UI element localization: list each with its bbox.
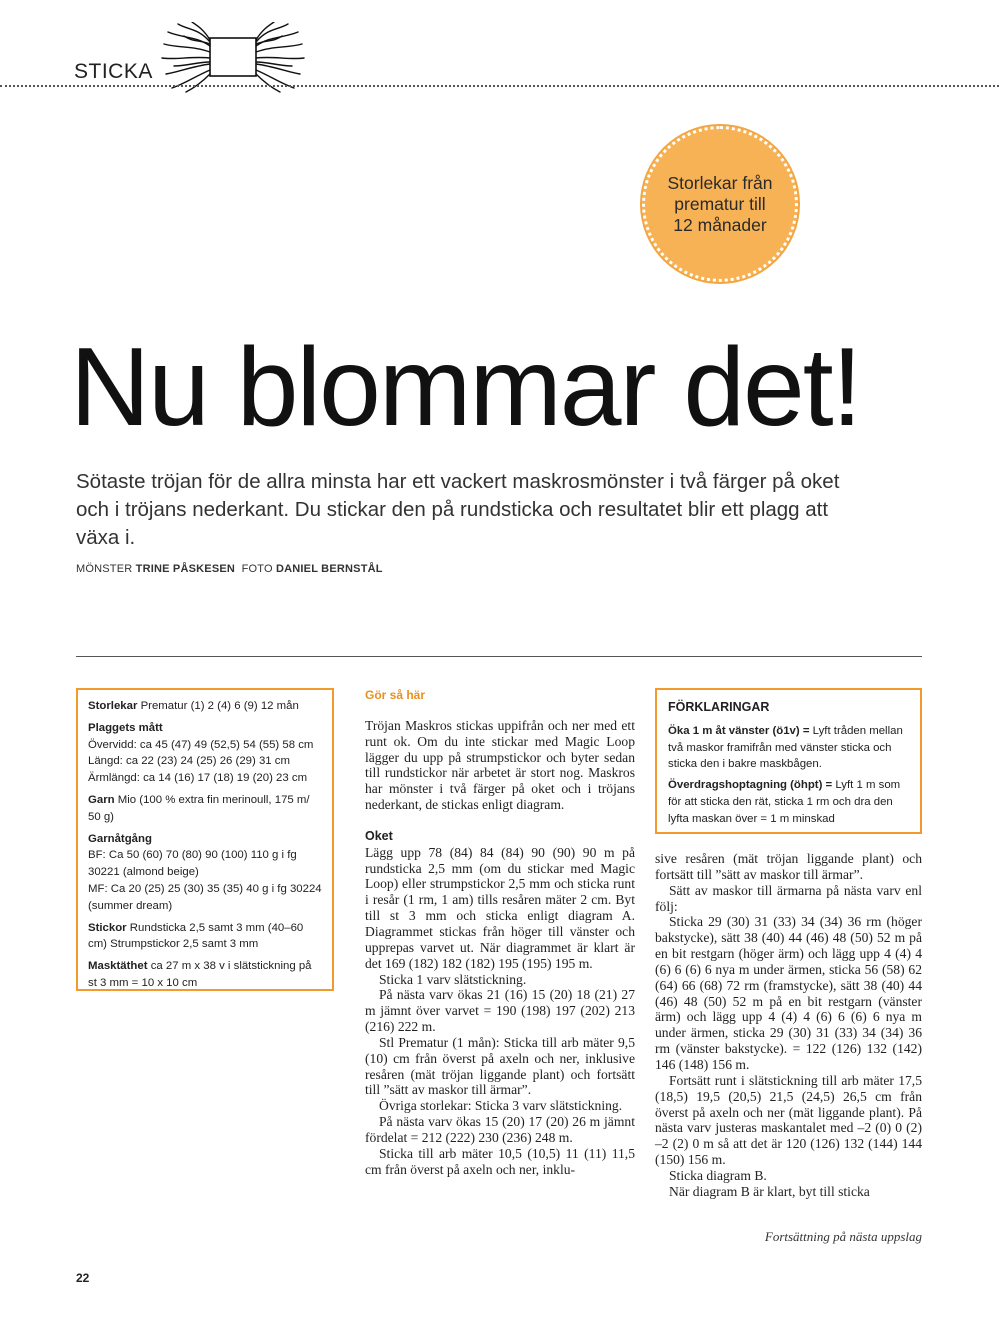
info-needles-label: Stickor	[88, 921, 127, 934]
page-number: 22	[76, 1271, 90, 1285]
right-paragraph: Fortsätt runt i slätstickning till arb mäter 17,5 (18,5) 19,5 (20,5) 21,5 (24,5) 26,5 cm från överst på axeln och ner (mät liggande plant). På nästa varv justeras maskantalet med –2 (0) 0 (2) –2 (2) 0 m så att det är 120 (126) 132 (144) 144 (150) 156 m.	[655, 1072, 922, 1168]
info-sizes	[88, 698, 322, 715]
instructions-column	[365, 688, 635, 1177]
sizes-badge	[642, 126, 798, 282]
credit-pattern-name: TRINE PÅSKESEN	[135, 563, 236, 575]
info-measures	[88, 720, 322, 787]
right-paragraph: När diagram B är klart, byt till sticka	[669, 1183, 870, 1199]
explanations-box	[655, 688, 922, 834]
explanations-title: FÖRKLARINGAR	[668, 700, 770, 714]
continued-note: Fortsättning på nästa uppslag	[764, 1229, 922, 1244]
instructions-paragraph: På nästa varv ökas 21 (16) 15 (20) 18 (21) 27 m jämnt över varvet = 190 (198) 197 (202) 213 (216) 222 m.	[365, 987, 635, 1035]
info-yarn-amount-label: Garnåtgång	[88, 832, 152, 845]
instructions-paragraph: Sticka 1 varv slätstickning.	[379, 971, 527, 987]
pattern-info-box	[76, 688, 334, 991]
explanation-term: Öka 1 m åt vänster (ö1v) =	[668, 724, 810, 737]
info-needles-value: Rundsticka 2,5 samt 3 mm (40–60 cm) Strumpstickor 2,5 samt 3 mm	[88, 921, 304, 951]
yarn-skein-icon	[158, 22, 308, 94]
info-measures-label: Plaggets mått	[88, 721, 163, 734]
info-gauge-label: Masktäthet	[88, 960, 148, 973]
explanation-text: Lyft 1 m som för att sticka den rät, sticka 1 rm och dra den lyfta maskan över = 1 m minskad	[668, 779, 901, 825]
instructions-paragraph: Stl Prematur (1 mån): Sticka till arb mäter 9,5 (10) cm från överst på axeln och ner, inklusive resåren (mät tröjan liggande plant) och fortsätt till ”sätt av maskor till ärmar”.	[365, 1034, 635, 1098]
section-divider	[76, 656, 922, 657]
right-paragraph: Sticka 29 (30) 31 (33) 34 (34) 36 rm (höger bakstycke), sätt 38 (40) 44 (46) 48 (50) 52 m på en bit restgarn (höger ärm) och lägg upp 4 (4) 4 (6) 6 (6) 6 nya m under ärmen, sticka 56 (58) 62 (64) 66 (68) 72 rm (framstycke), sätt 38 (40) 44 (46) 48 (50) 52 m på en bit restgarn (vänster ärm) och lägg upp 4 (4) 4 (6) 6 (6) 6 nya m under ärmen, sticka 29 (30) 31 (33) 34 (34) 36 rm (vänster bakstycke). = 122 (126) 132 (142) 146 (148) 156 m.	[655, 914, 922, 1072]
info-sizes-value: Prematur (1) 2 (4) 6 (9) 12 mån	[140, 700, 299, 712]
instructions-paragraph: På nästa varv ökas 15 (20) 17 (20) 26 m jämnt fördelat = 212 (222) 230 (236) 248 m.	[365, 1114, 635, 1145]
explanation-item	[668, 723, 909, 773]
info-yarn-value: Mio (100 % extra fin merinoull, 175 m/ 50 g)	[88, 793, 310, 823]
info-sizes-label: Storlekar	[88, 700, 138, 712]
credit-pattern-label: MÖNSTER	[76, 563, 133, 575]
instructions-heading: Gör så här	[365, 688, 426, 702]
explanation-item	[668, 777, 909, 827]
badge-text: Storlekar från prematur till 12 månader	[667, 172, 773, 235]
info-yarn-amount-line: BF: Ca 50 (60) 70 (80) 90 (100) 110 g i fg 30221 (almond beige)	[88, 849, 297, 879]
right-paragraph: Sätt av maskor till ärmarna på nästa varv enl följ:	[655, 882, 922, 914]
instructions-intro: Tröjan Maskros stickas uppifrån och ner med ett runt ok. Om du inte stickar med Magic Loop lägger du upp på strumpstickor och byter sedan till rundstickor när arbetet är stort nog. Maskros har mönster i två färger på oket och i tröjans nederkant, de stickas enligt diagram.	[365, 717, 635, 813]
instructions-paragraph: Sticka till arb mäter 10,5 (10,5) 11 (11) 11,5 cm från överst på axeln och ner, inklu-	[365, 1145, 635, 1177]
credit-photo-name: DANIEL BERNSTÅL	[275, 563, 383, 575]
header-dotted-rule	[0, 85, 999, 87]
info-yarn-amount	[88, 831, 322, 915]
intro-paragraph: Sötaste tröjan för de allra minsta har ett vackert maskrosmönster i två färger på oket och i tröjans nederkant. Du stickar den på rundsticka och resultatet blir ett plagg att växa i.	[76, 470, 840, 549]
info-gauge	[88, 958, 322, 992]
info-yarn-label: Garn	[88, 793, 115, 806]
credit-photo-label: FOTO	[241, 563, 273, 575]
info-measure-line: Ärmlängd: ca 14 (16) 17 (18) 19 (20) 23 cm	[88, 772, 308, 785]
info-measure-line: Övervidd: ca 45 (47) 49 (52,5) 54 (55) 58 cm	[88, 738, 314, 751]
info-gauge-value: ca 27 m x 38 v i slätstickning på st 3 mm = 10 x 10 cm	[88, 960, 312, 989]
info-measure-line: Längd: ca 22 (23) 24 (25) 26 (29) 31 cm	[88, 755, 290, 768]
credits	[76, 563, 383, 575]
right-column	[655, 851, 922, 1200]
info-yarn	[88, 792, 322, 826]
oket-heading: Oket	[365, 828, 393, 843]
headline: Nu blommar det!	[70, 325, 861, 449]
right-paragraph: Sticka diagram B.	[669, 1167, 767, 1183]
info-yarn-amount-line: MF: Ca 20 (25) 25 (30) 35 (35) 40 g i fg 30224 (summer dream)	[88, 882, 322, 912]
section-label: STICKA	[74, 60, 153, 83]
right-paragraph: sive resåren (mät tröjan liggande plant) och fortsätt till ”sätt av maskor till ärmar”.	[655, 851, 922, 882]
info-needles	[88, 920, 322, 954]
instructions-paragraph: Övriga storlekar: Sticka 3 varv slätstickning.	[379, 1098, 623, 1114]
instructions-paragraph: Lägg upp 78 (84) 84 (84) 90 (90) 90 m på rundsticka 2,5 mm (om du stickar med Magic Loop) eller strumpstickor 2,5 mm och sticka runt i resår (1 rm, 1 am) tills resåren mäter 2 cm. Byt till st 3 mm och sticka enligt diagram A. Diagrammet stickas från höger till vänster och upprepas varvet ut. När diagrammet är klart är det 169 (182) 182 (182) 195 (195) 195 m.	[365, 844, 635, 971]
explanation-text: Lyft tråden mellan två maskor framifrån med vänster sticka och sticka den i bakre maskbågen.	[668, 724, 903, 771]
explanation-term: Överdragshoptagning (öhpt) =	[668, 779, 833, 792]
